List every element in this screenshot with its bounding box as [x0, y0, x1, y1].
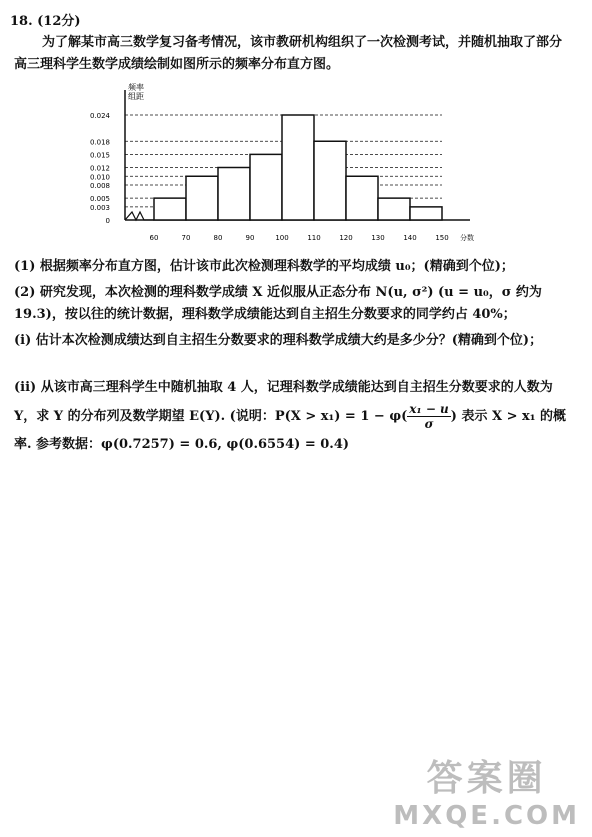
watermark-line-2: MXQE.COM — [393, 801, 580, 831]
y-tick-label: 0.015 — [89, 151, 110, 160]
question-2-ii-text-b: ) 表示 X > x₁ 的概率. 参考数据：φ(0.7257) = 0.6, φ(0.6554) = 0.4) — [14, 409, 566, 452]
watermark-line-1: 答案圈 — [426, 758, 547, 799]
question-2-ii-text-a: (ii) 从该市高三理科学生中随机抽取 4 人，记理科数学成绩能达到自主招生分数要求的人数为 Y，求 Y 的分布列及数学期望 E(Y). (说明：P(X > x₁) = 1 − φ( — [14, 380, 553, 424]
x-tick-label: 90 — [245, 234, 255, 242]
fraction-denominator: σ — [424, 417, 434, 431]
question-2-ii — [14, 374, 579, 459]
fraction-numerator: x₁ − u — [409, 402, 449, 416]
question-1: (1) 根据频率分布直方图，估计该市此次检测理科数学的平均成绩 u₀；(精确到个位)； — [14, 259, 514, 274]
y-axis-label-top: 频率 — [128, 83, 144, 92]
y-tick-label: 0.008 — [89, 182, 110, 190]
histogram-bar — [154, 198, 186, 220]
question-2-i: (i) 估计本次检测成绩达到自主招生分数要求的理科数学成绩大约是多少分？(精确到个位)； — [14, 333, 543, 348]
x-tick-label: 80 — [213, 234, 223, 242]
y-tick-label: 0.018 — [89, 138, 110, 147]
histogram-bar — [314, 141, 346, 220]
watermark-logo — [393, 750, 580, 831]
y-tick-label: 0.012 — [89, 164, 110, 173]
x-tick-label: 130 — [371, 234, 385, 242]
x-tick-label: 110 — [307, 234, 321, 242]
x-tick-label: 100 — [275, 234, 289, 242]
x-tick-label: 140 — [403, 234, 417, 242]
y-tick-label: 0.003 — [89, 203, 110, 212]
histogram-bar — [282, 115, 314, 220]
x-tick-label: 70 — [181, 234, 191, 242]
formula-fraction — [407, 402, 451, 431]
histogram-bar — [250, 154, 282, 220]
frequency-histogram — [70, 82, 474, 242]
problem-intro: 为了解某市高三数学复习备考情况，该市教研机构组织了一次检测考试，并随机抽取了部分高三理科学生数学成绩绘制如图所示的频率分布直方图。 — [14, 35, 563, 72]
x-tick-label: 150 — [435, 234, 449, 242]
axis-break-mark — [125, 212, 154, 220]
histogram-bar — [410, 207, 442, 220]
x-tick-label: 60 — [149, 234, 159, 242]
y-tick-label: 0.024 — [89, 112, 110, 120]
y-tick-label: 0.005 — [89, 195, 110, 204]
histogram-bar — [186, 176, 218, 220]
question-2: (2) 研究发现，本次检测的理科数学成绩 X 近似服从正态分布 N(u, σ²) (u = u₀，σ 约为 19.3)，按以往的统计数据，理科数学成绩能达到自主招生分数要求的同学约占 40%； — [14, 285, 542, 322]
y-tick-label: 0 — [105, 217, 110, 225]
histogram-bar — [218, 168, 250, 221]
histogram-bar — [346, 176, 378, 220]
y-axis-label-bottom: 组距 — [128, 92, 144, 101]
y-tick-label: 0.010 — [89, 173, 110, 182]
x-axis-label: 分数 — [460, 234, 474, 242]
problem-number: 18. (12分) — [10, 14, 81, 29]
x-tick-label: 120 — [339, 234, 353, 242]
histogram-bar — [378, 198, 410, 220]
